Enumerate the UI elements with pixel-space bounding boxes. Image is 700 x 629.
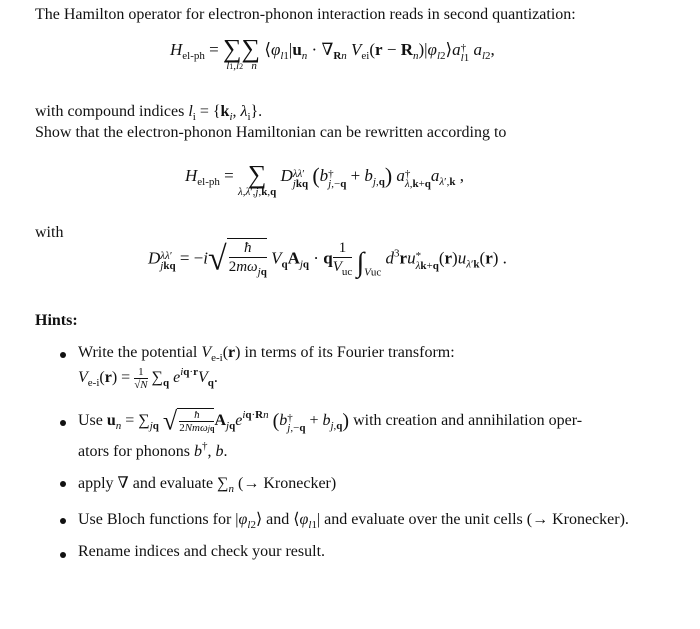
intro-text: The Hamilton operator for electron-phonon interaction reads in second quantization: [35, 6, 576, 23]
hint-2-line2: ators for phonons b†, b. [78, 440, 228, 460]
bullet-icon [60, 518, 66, 524]
hint-2: Use $u_n = \sum_{jq}$ √ $\frac{ħ}{\text{2Nmωjq}}$ $A_{jq}e^{iq\cdot Rn}$ (b † j,−q + $b_{j,q}$) with creation and annihilation oper- [78, 406, 583, 436]
bullet-icon [60, 420, 66, 426]
equation-coupling-D: D λλ′ jkq = −i√ $\frac{ħ}{2m\omega_{jq}}$ $V_qA_{jq} \cdot q$ $\frac{1}{V_{uc}}$ $\int_{Vuc}$ $d^3ru$ * λk+q $(r)u_{\lambda'k}(r)$ . [148, 238, 507, 281]
hints-title: Hints: [35, 312, 78, 329]
task-text: Show that the electron-phonon Hamiltonian can be rewritten according to [35, 124, 507, 141]
compound-indices-text: with compound indices $l_i = \{k_i$, $\lambda_i$}. [35, 103, 263, 123]
bullet-icon [60, 481, 66, 487]
equation-hamiltonian-rewritten: $H_{el-ph}$ = ∑ λ,λ′,j,k,q D λλ′ jkq (b † j,−q + $b_{j,q}$) a † λ,k+q $a_{\lambda',k}$ , [185, 160, 464, 198]
equation-hamiltonian-original: $H_{el-ph}$ = ∑∑ l1,l2 n $⟨\varphi_{l1}|u_n \cdot \nabla_{Rn}$ $V_{ei}(r$ − $R_n)|\varphi_{l2}⟩a$ † l1 $a_{l2}$, [170, 34, 495, 72]
hint-1-formula: $V_{e-i}(r)$ = $\frac{1}{√N}$ $\sum_q$ $e^{iq\cdot r}V_q$. [78, 366, 218, 391]
bullet-icon [60, 352, 66, 358]
with-label: with [35, 224, 64, 241]
bullet-icon [60, 552, 66, 558]
hint-3: apply ∇ and evaluate $\sum_n$ (→ Kronecker) [78, 475, 337, 495]
hint-4: Use Bloch functions for $|\varphi_{l2}⟩$ and $⟨\varphi_{l1}|$ and evaluate over the unit cells (→ Kronecker). [78, 511, 629, 531]
hint-1: Write the potential $V_{e-i}(r)$ in terms of its Fourier transform: [78, 344, 455, 364]
hint-5: Rename indices and check your result. [78, 543, 326, 560]
